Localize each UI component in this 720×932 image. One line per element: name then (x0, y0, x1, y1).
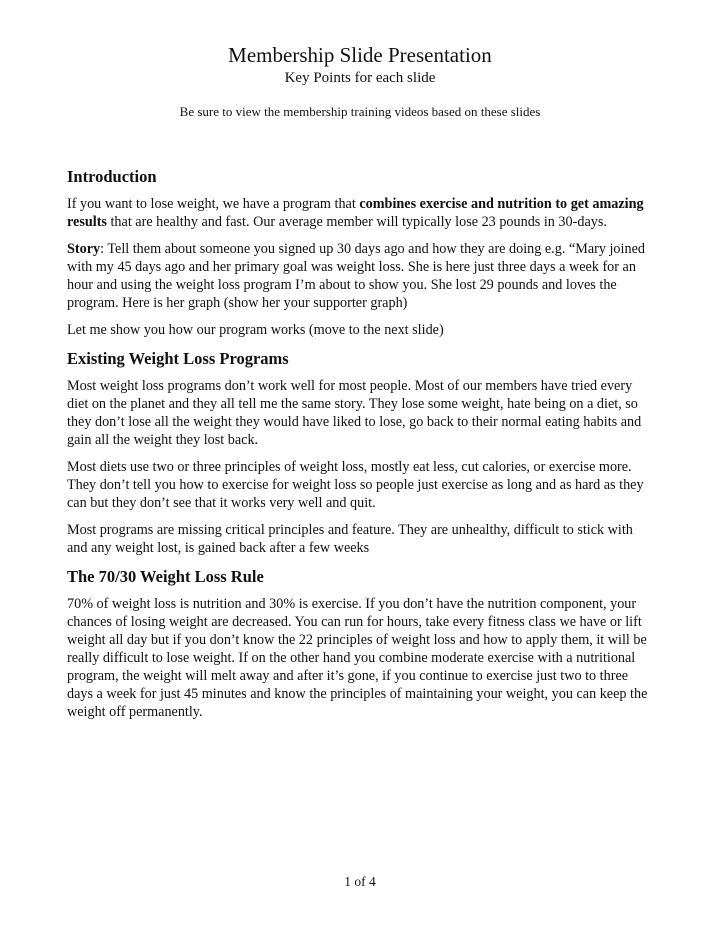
introduction-p1-text-start: If you want to lose weight, we have a program that (67, 196, 360, 212)
existing-paragraph-1: Most weight loss programs don’t work well for most people. Most of our members have tried every diet on the planet and they all tell me the same story. They lose some weight, hate being on a diet, so they don’t lose all the weight they would have liked to lose, go back to their normal eating habits and gain all the weight they lost back. (67, 378, 642, 448)
introduction-p1-bold: combines exercise and nutrition to get amazing results (67, 196, 644, 230)
document-body (67, 166, 655, 730)
rule-paragraph-1: 70% of weight loss is nutrition and 30% is exercise. If you don’t have the nutrition component, your chances of losing weight are decreased. You can run for hours, take every fitness class we have or lift weight all day but if you don’t know the 22 principles of weight loss and how to apply them, it will be really difficult to lose weight. If on the other hand you combine moderate exercise with a nutritional program, the weight will melt away and after it’s gone, if you continue to exercise just two to three days a week for just 45 minutes and know the principles of maintaining your weight, you can keep the weight off permanently. (67, 596, 648, 720)
section-heading-70-30-rule: The 70/30 Weight Loss Rule (67, 567, 264, 586)
story-text: : Tell them about someone you signed up 30 days ago and how they are doing e.g. “Mary joined with my 45 days ago and her primary goal was weight loss. She is here just three days a week for an hour and using the weight loss program I’m about to show you. She lost 29 pounds and loves the program. Here is her graph (show her your supporter graph) (67, 241, 645, 311)
training-note: Be sure to view the membership training videos based on these slides (179, 104, 541, 119)
page-number: 1 of 4 (344, 874, 376, 889)
section-existing-programs (67, 348, 655, 557)
section-heading-existing-programs: Existing Weight Loss Programs (67, 349, 289, 368)
document-title: Membership Slide Presentation (228, 43, 492, 67)
introduction-story-paragraph (67, 240, 655, 312)
existing-paragraph-2: Most diets use two or three principles of weight loss, mostly eat less, cut calories, or exercise more. They don’t tell you how to exercise for weight loss so people just exercise as long and as hard as they can but they don’t see that it works very well and quit. (67, 459, 644, 511)
introduction-paragraph-1 (67, 195, 655, 231)
section-heading-introduction: Introduction (67, 167, 157, 186)
story-label: Story (67, 241, 101, 257)
introduction-paragraph-3: Let me show you how our program works (move to the next slide) (67, 322, 444, 338)
existing-paragraph-3: Most programs are missing critical principles and feature. They are unhealthy, difficult to stick with and any weight lost, is gained back after a few weeks (67, 522, 633, 556)
section-70-30-rule (67, 566, 655, 721)
section-introduction (67, 166, 655, 339)
document-subtitle: Key Points for each slide (284, 70, 436, 86)
introduction-p1-text-end: that are healthy and fast. Our average member will typically lose 23 pounds in 30-days. (106, 214, 607, 230)
